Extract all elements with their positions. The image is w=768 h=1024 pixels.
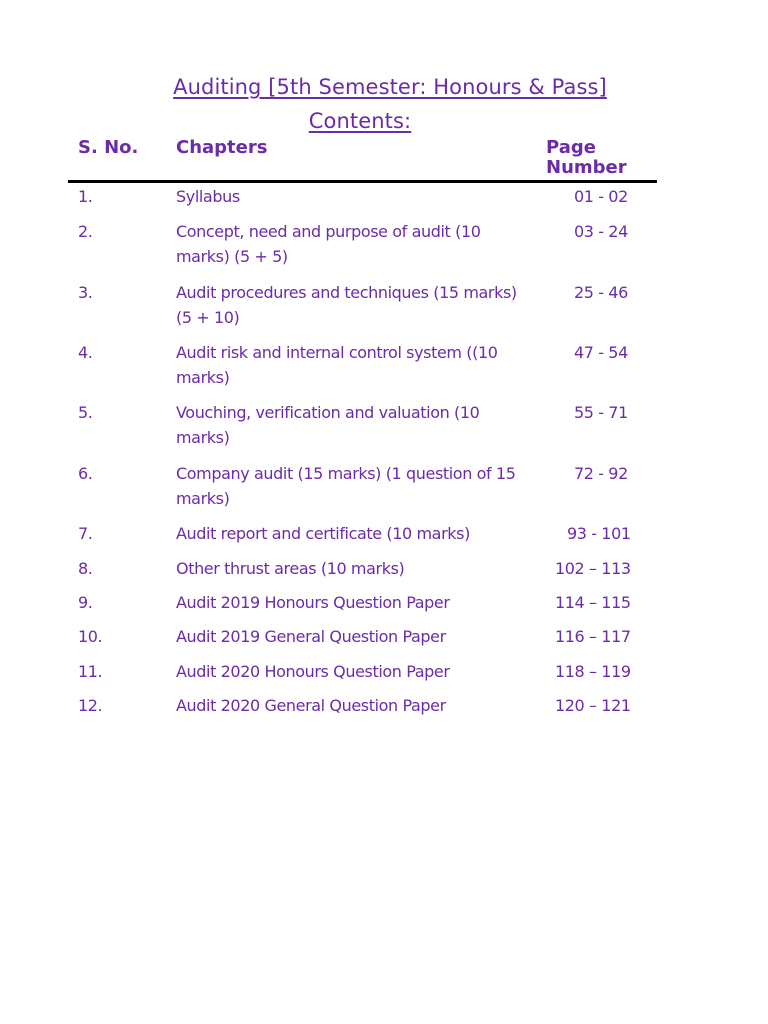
row-chapter-title: Concept, need and purpose of audit (10 marks) (5 + 5) (176, 222, 481, 266)
row-serial-number: 11. (78, 662, 103, 681)
row-serial-number: 6. (78, 464, 93, 483)
row-chapter-title: Company audit (15 marks) (1 question of 15 marks) (176, 464, 516, 508)
row-page-range: 01 - 02 (574, 187, 628, 206)
row-serial-number: 12. (78, 696, 103, 715)
row-chapter-title: Audit 2019 Honours Question Paper (176, 593, 450, 612)
row-chapter-title: Audit 2020 Honours Question Paper (176, 662, 450, 681)
row-serial-number: 1. (78, 187, 93, 206)
row-serial-number: 10. (78, 627, 103, 646)
row-chapter-title: Audit procedures and techniques (15 marks) (5 + 10) (176, 283, 517, 327)
row-serial-number: 7. (78, 524, 93, 543)
row-chapter-title: Audit 2019 General Question Paper (176, 627, 446, 646)
row-page-range: 116 – 117 (555, 627, 631, 646)
row-chapter-title: Syllabus (176, 187, 240, 206)
row-page-range: 114 – 115 (555, 593, 631, 612)
row-chapter-title: Audit report and certificate (10 marks) (176, 524, 470, 543)
row-page-range: 120 – 121 (555, 696, 631, 715)
row-serial-number: 5. (78, 403, 93, 422)
row-page-range: 25 - 46 (574, 283, 628, 302)
row-serial-number: 4. (78, 343, 93, 362)
row-serial-number: 8. (78, 559, 93, 578)
contents-heading: Contents: (308, 109, 412, 133)
row-chapter-title: Other thrust areas (10 marks) (176, 559, 405, 578)
row-chapter-title: Vouching, verification and valuation (10 marks) (176, 403, 480, 447)
header-serial-number: S. No. (78, 137, 139, 158)
row-page-range: 47 - 54 (574, 343, 628, 362)
row-serial-number: 3. (78, 283, 93, 302)
header-chapters: Chapters (176, 137, 268, 158)
row-chapter-title: Audit risk and internal control system ((10 marks) (176, 343, 498, 387)
row-page-range: 03 - 24 (574, 222, 628, 241)
row-serial-number: 9. (78, 593, 93, 612)
header-page-number: Page Number (546, 137, 627, 178)
row-page-range: 118 – 119 (555, 662, 631, 681)
row-serial-number: 2. (78, 222, 93, 241)
row-page-range: 93 - 101 (567, 524, 631, 543)
row-page-range: 102 – 113 (555, 559, 631, 578)
header-divider (68, 180, 657, 183)
row-page-range: 72 - 92 (574, 464, 628, 483)
document-title: Auditing [5th Semester: Honours & Pass] (173, 75, 607, 99)
row-page-range: 55 - 71 (574, 403, 628, 422)
row-chapter-title: Audit 2020 General Question Paper (176, 696, 446, 715)
